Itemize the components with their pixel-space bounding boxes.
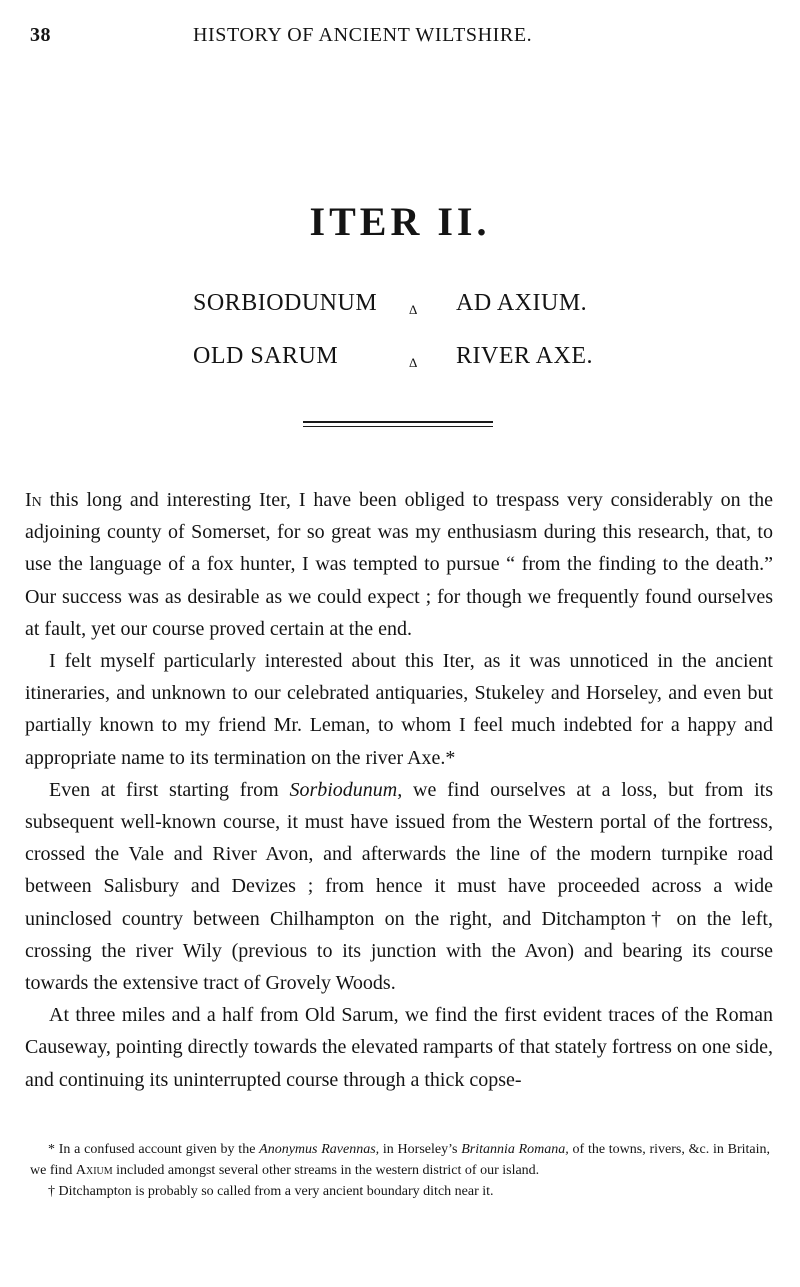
paragraph-4: At three miles and a half from Old Sarum, we find the first evident traces of the Roman Causeway, pointing directly towards the elevated ramparts of that stately fortress on one side, and continuing its uninterrupted course through a thick copse- <box>25 1004 773 1091</box>
delta-symbol: Δ <box>409 355 418 370</box>
ornamental-rule-thin <box>303 426 493 427</box>
paragraph-2: I felt myself particularly interested about this Iter, as it was unnoticed in the ancient itineraries, and unknown to our celebrated antiquaries, Stukeley and Horseley, and even but partially known to my friend Mr. Leman, to whom I feel much indebted for a happy and appropriate name to its termination on the river Axe.* <box>25 650 773 769</box>
footnote-2: † Ditchampton is probably so called from a very ancient boundary ditch near it. <box>48 1184 494 1199</box>
body-text <box>25 484 773 1096</box>
running-head <box>30 24 770 50</box>
footnotes <box>30 1139 770 1202</box>
paragraph-1-text: this long and interesting Iter, I have been obliged to trespass very considerably on the adjoining county of Somerset, for so great was my enthusiasm during this research, that, to use the language of a fox hunter, I was tempted to pursue “ from the finding to the death.” Our success was as desirable as we could expect ; for though we frequently found ourselves at fault, yet our course proved certain at the end. <box>25 489 773 640</box>
route-latin-to: AD AXIUM. <box>456 290 588 316</box>
running-title: HISTORY OF ANCIENT WILTSHIRE. <box>193 24 533 46</box>
paragraph-3: Even at first starting from Sorbiodunum, we find ourselves at a loss, but from its subsequent well-known course, it must have issued from the Western portal of the fortress, crossed the Vale and River Avon, and afterwards the line of the modern turnpike road between Salisbury and Devizes ; from hence it must have proceeded across a wide uninclosed country between Chilhampton on the right, and Ditchampton† on the left, crossing the river Wily (previous to its junction with the Avon) and bearing its course towards the extensive tract of Grovely Woods. <box>25 778 773 995</box>
route-latin-from: SORBIODUNUM <box>193 290 378 316</box>
paragraph-1 <box>25 484 773 645</box>
footnote-1: * In a confused account given by the Anonymus Ravennas, in Horseley’s Britannia Romana, of the towns, rivers, &c. in Britain, we find Axium included amongst several other streams in the western district of our island. <box>30 1142 770 1178</box>
page-number: 38 <box>30 24 51 46</box>
italic-sorbiodunum: Sorbiodunum, <box>289 778 403 801</box>
chapter-title: ITER II. <box>309 199 491 244</box>
ornamental-rule-thick <box>303 421 493 423</box>
route-english-to: RIVER AXE. <box>456 343 593 369</box>
lead-word: In <box>25 489 42 511</box>
delta-symbol: Δ <box>409 302 418 317</box>
route-english-from: OLD SARUM <box>193 343 339 369</box>
